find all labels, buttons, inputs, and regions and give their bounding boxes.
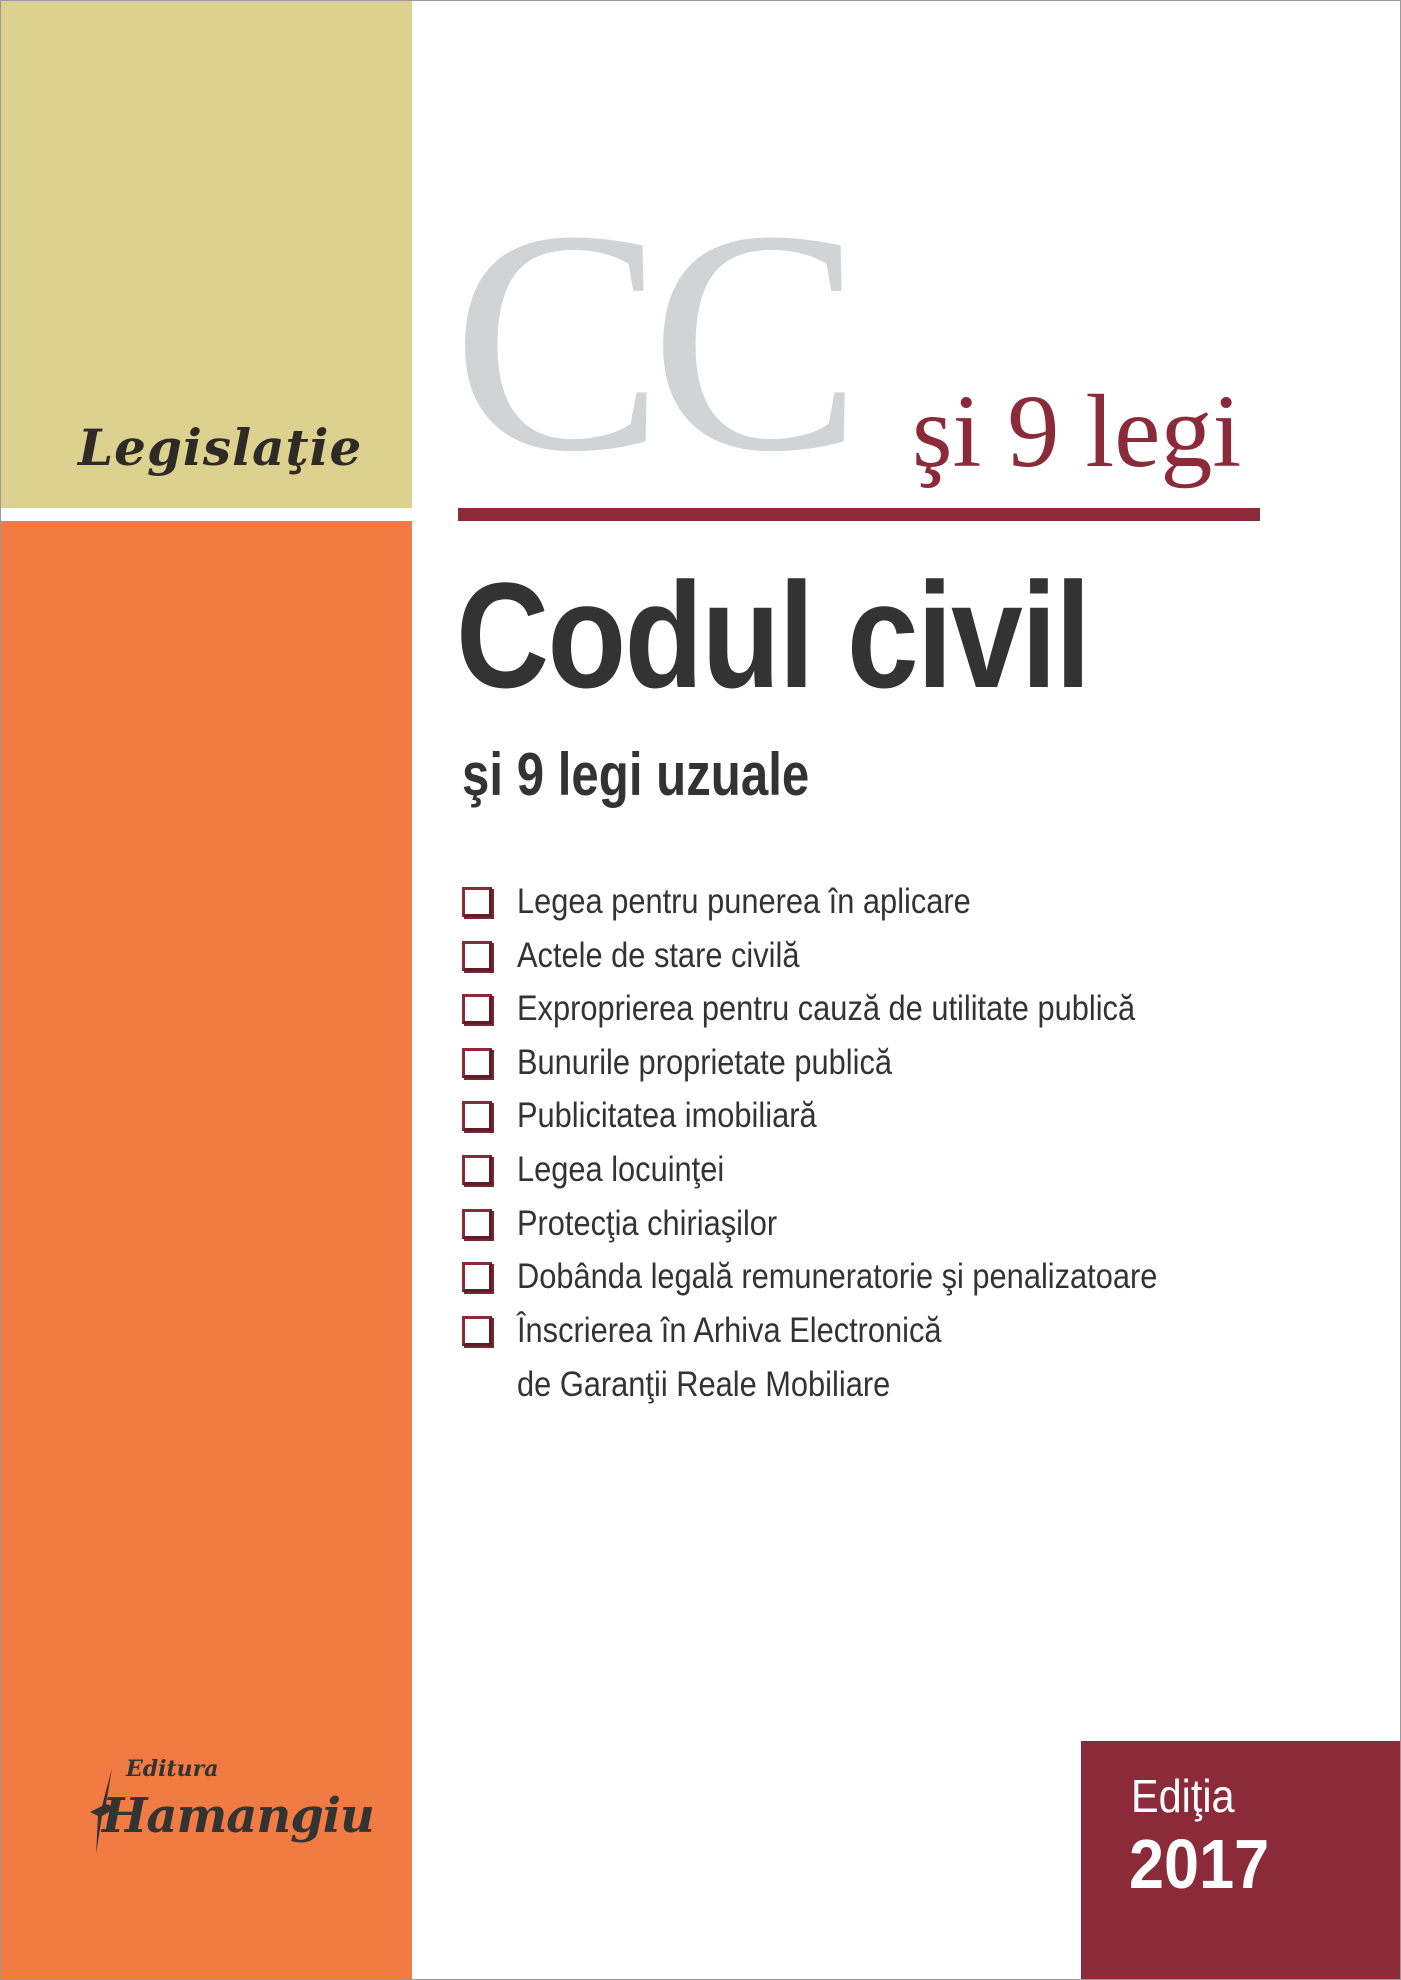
book-subtitle: şi 9 legi uzuale xyxy=(462,741,810,808)
checkbox-bullet-icon xyxy=(462,1101,492,1131)
publisher-small-label: Editura xyxy=(126,1756,219,1782)
list-item: Actele de stare civilă xyxy=(462,934,1245,988)
checkbox-bullet-icon xyxy=(462,1209,492,1239)
abbrev-cc: CC xyxy=(452,206,849,476)
series-label: Legislaţie xyxy=(78,418,363,477)
checkbox-bullet-icon xyxy=(462,887,492,917)
list-item: Bunurile proprietate publică xyxy=(462,1041,1245,1095)
title-divider xyxy=(458,508,1260,521)
checkbox-bullet-icon xyxy=(462,1262,492,1292)
publisher-name: Hamangiu xyxy=(102,1788,374,1844)
checkbox-bullet-icon xyxy=(462,1155,492,1185)
list-item: Înscrierea în Arhiva Electronică de Garanţii Reale Mobiliare xyxy=(462,1309,1245,1419)
list-item: Dobânda legală remuneratorie şi penalizatoare xyxy=(462,1255,1245,1309)
list-item: Publicitatea imobiliară xyxy=(462,1094,1245,1148)
list-item: Exproprierea pentru cauză de utilitate publică xyxy=(462,987,1245,1041)
checkbox-bullet-icon xyxy=(462,994,492,1024)
book-title: Codul civil xyxy=(456,551,1090,719)
list-item: Legea locuinţei xyxy=(462,1148,1245,1202)
checkbox-bullet-icon xyxy=(462,1048,492,1078)
list-item-continuation: de Garanţii Reale Mobiliare xyxy=(517,1364,891,1404)
checkbox-bullet-icon xyxy=(462,1316,492,1346)
edition-badge xyxy=(1081,1741,1400,1979)
publisher-logo xyxy=(82,1756,382,1866)
abbrev-suffix: şi 9 legi xyxy=(912,374,1242,489)
checkbox-bullet-icon xyxy=(462,941,492,971)
edition-year: 2017 xyxy=(1129,1825,1270,1903)
edition-label: Ediţia xyxy=(1131,1770,1235,1822)
laws-list xyxy=(462,880,1245,1419)
list-item: Protecţia chiriaşilor xyxy=(462,1202,1245,1256)
list-item: Legea pentru punerea în aplicare xyxy=(462,880,1245,934)
